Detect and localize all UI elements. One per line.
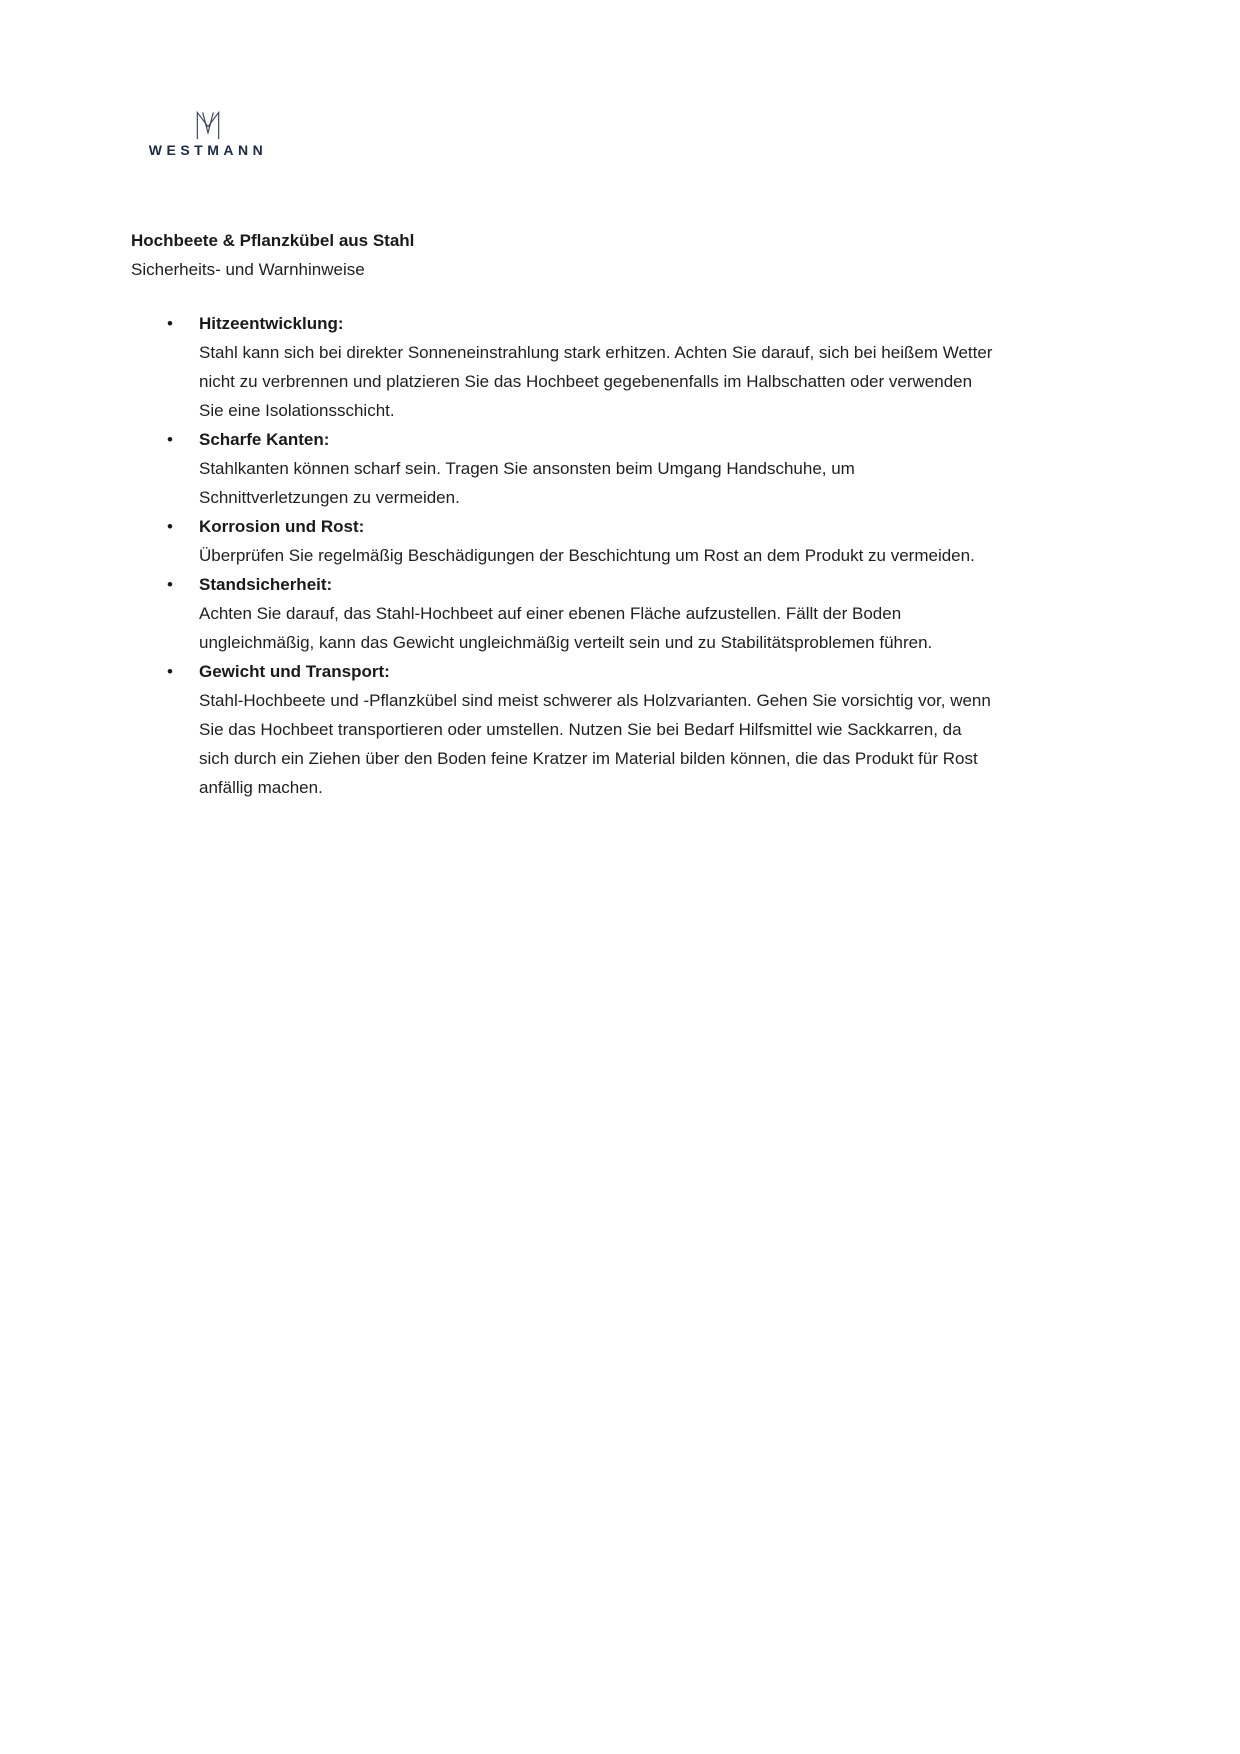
list-item-standsicherheit [131,570,999,657]
warning-body: Stahl-Hochbeete und -Pflanzkübel sind meist schwerer als Holzvarianten. Gehen Sie vorsichtig vor, wenn Sie das Hochbeet transportieren oder umstellen. Nutzen Sie bei Bedarf Hilfsmittel wie Sackkarren, da sich durch ein Ziehen über den Boden feine Kratzer im Material bilden können, die das Produkt für Rost anfällig machen. [199,691,991,797]
list-item-hitzeentwicklung [131,309,999,425]
warning-body: Überprüfen Sie regelmäßig Beschädigungen der Beschichtung um Rost an dem Produkt zu vermeiden. [199,546,975,565]
bullet-marker: • [167,662,173,681]
warning-body: Stahl kann sich bei direkter Sonneneinstrahlung stark erhitzen. Achten Sie darauf, sich bei heißem Wetter nicht zu verbrennen und platzieren Sie das Hochbeet gegebenenfalls im Halbschatten oder verwenden Sie eine Isolationsschicht. [199,343,993,420]
bullet-marker: • [167,575,173,594]
warning-heading: Hitzeentwicklung: [199,314,344,333]
bullet-marker: • [167,517,173,536]
warning-heading: Standsicherheit: [199,575,333,594]
list-item-scharfe-kanten [131,425,999,512]
document-content [131,226,999,802]
bullet-marker: • [167,430,173,449]
warning-body: Stahlkanten können scharf sein. Tragen Sie ansonsten beim Umgang Handschuhe, um Schnittverletzungen zu vermeiden. [199,459,855,507]
warning-heading: Korrosion und Rost: [199,517,365,536]
bullet-marker: • [167,314,173,333]
warning-body: Achten Sie darauf, das Stahl-Hochbeet auf einer ebenen Fläche aufzustellen. Fällt der Boden ungleichmäßig, kann das Gewicht ungleichmäßig verteilt sein und zu Stabilitätsproblemen führen. [199,604,933,652]
wm-monogram-icon [192,108,224,140]
warning-heading: Scharfe Kanten: [199,430,330,449]
page-subtitle: Sicherheits- und Warnhinweise [131,260,365,279]
list-item-korrosion-und-rost [131,512,999,570]
warning-list [131,309,999,802]
warning-heading: Gewicht und Transport: [199,662,390,681]
brand-wordmark: WESTMANN [148,142,268,158]
page-title: Hochbeete & Pflanzkübel aus Stahl [131,231,415,250]
list-item-gewicht-und-transport [131,657,999,802]
westmann-logo [133,108,283,158]
